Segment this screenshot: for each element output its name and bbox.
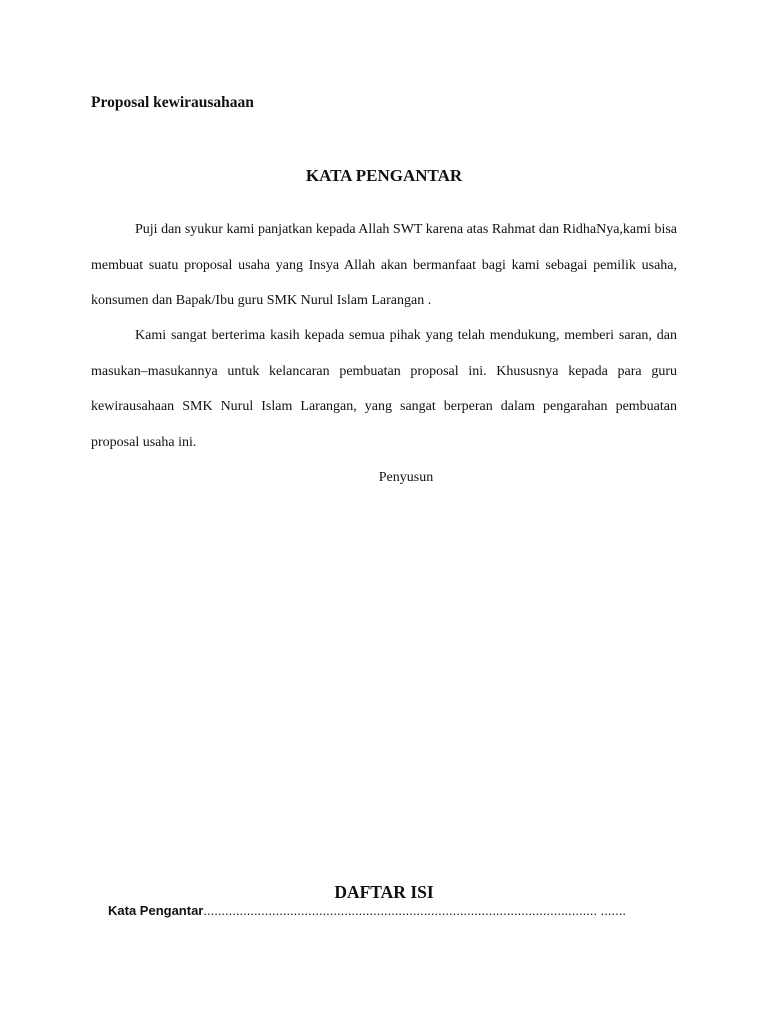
paragraph-text: Kami sangat berterima kasih kepada semua pihak yang telah mendukung, memberi saran, dan masukan–masukannya untuk kelancaran pembuatan proposal ini. Khususnya kepada para guru kewirausahaan SMK Nurul Islam Larangan, yang sangat berperan dalam pengarahan pembuatan proposal usaha ini. <box>91 328 677 450</box>
daftar-isi-heading: DAFTAR ISI <box>334 882 434 902</box>
kata-pengantar-paragraph-1 <box>91 212 677 319</box>
toc-entry <box>108 902 668 920</box>
kata-pengantar-heading: KATA PENGANTAR <box>305 166 463 185</box>
paragraph-text: Puji dan syukur kami panjatkan kepada Allah SWT karena atas Rahmat dan RidhaNya,kami bisa membuat suatu proposal usaha yang Insya Allah akan bermanfaat bagi kami sebagai pemilik usaha, konsumen dan Bapak/Ibu guru SMK Nurul Islam Larangan . <box>91 222 677 308</box>
signature-penyusun: Penyusun <box>378 470 434 485</box>
kata-pengantar-paragraph-2 <box>91 318 677 460</box>
document-title: Proposal kewirausahaan <box>91 94 254 111</box>
toc-entry-leader: ............................................................................................................. ....... <box>203 903 626 918</box>
toc-entry-label: Kata Pengantar <box>108 903 204 918</box>
